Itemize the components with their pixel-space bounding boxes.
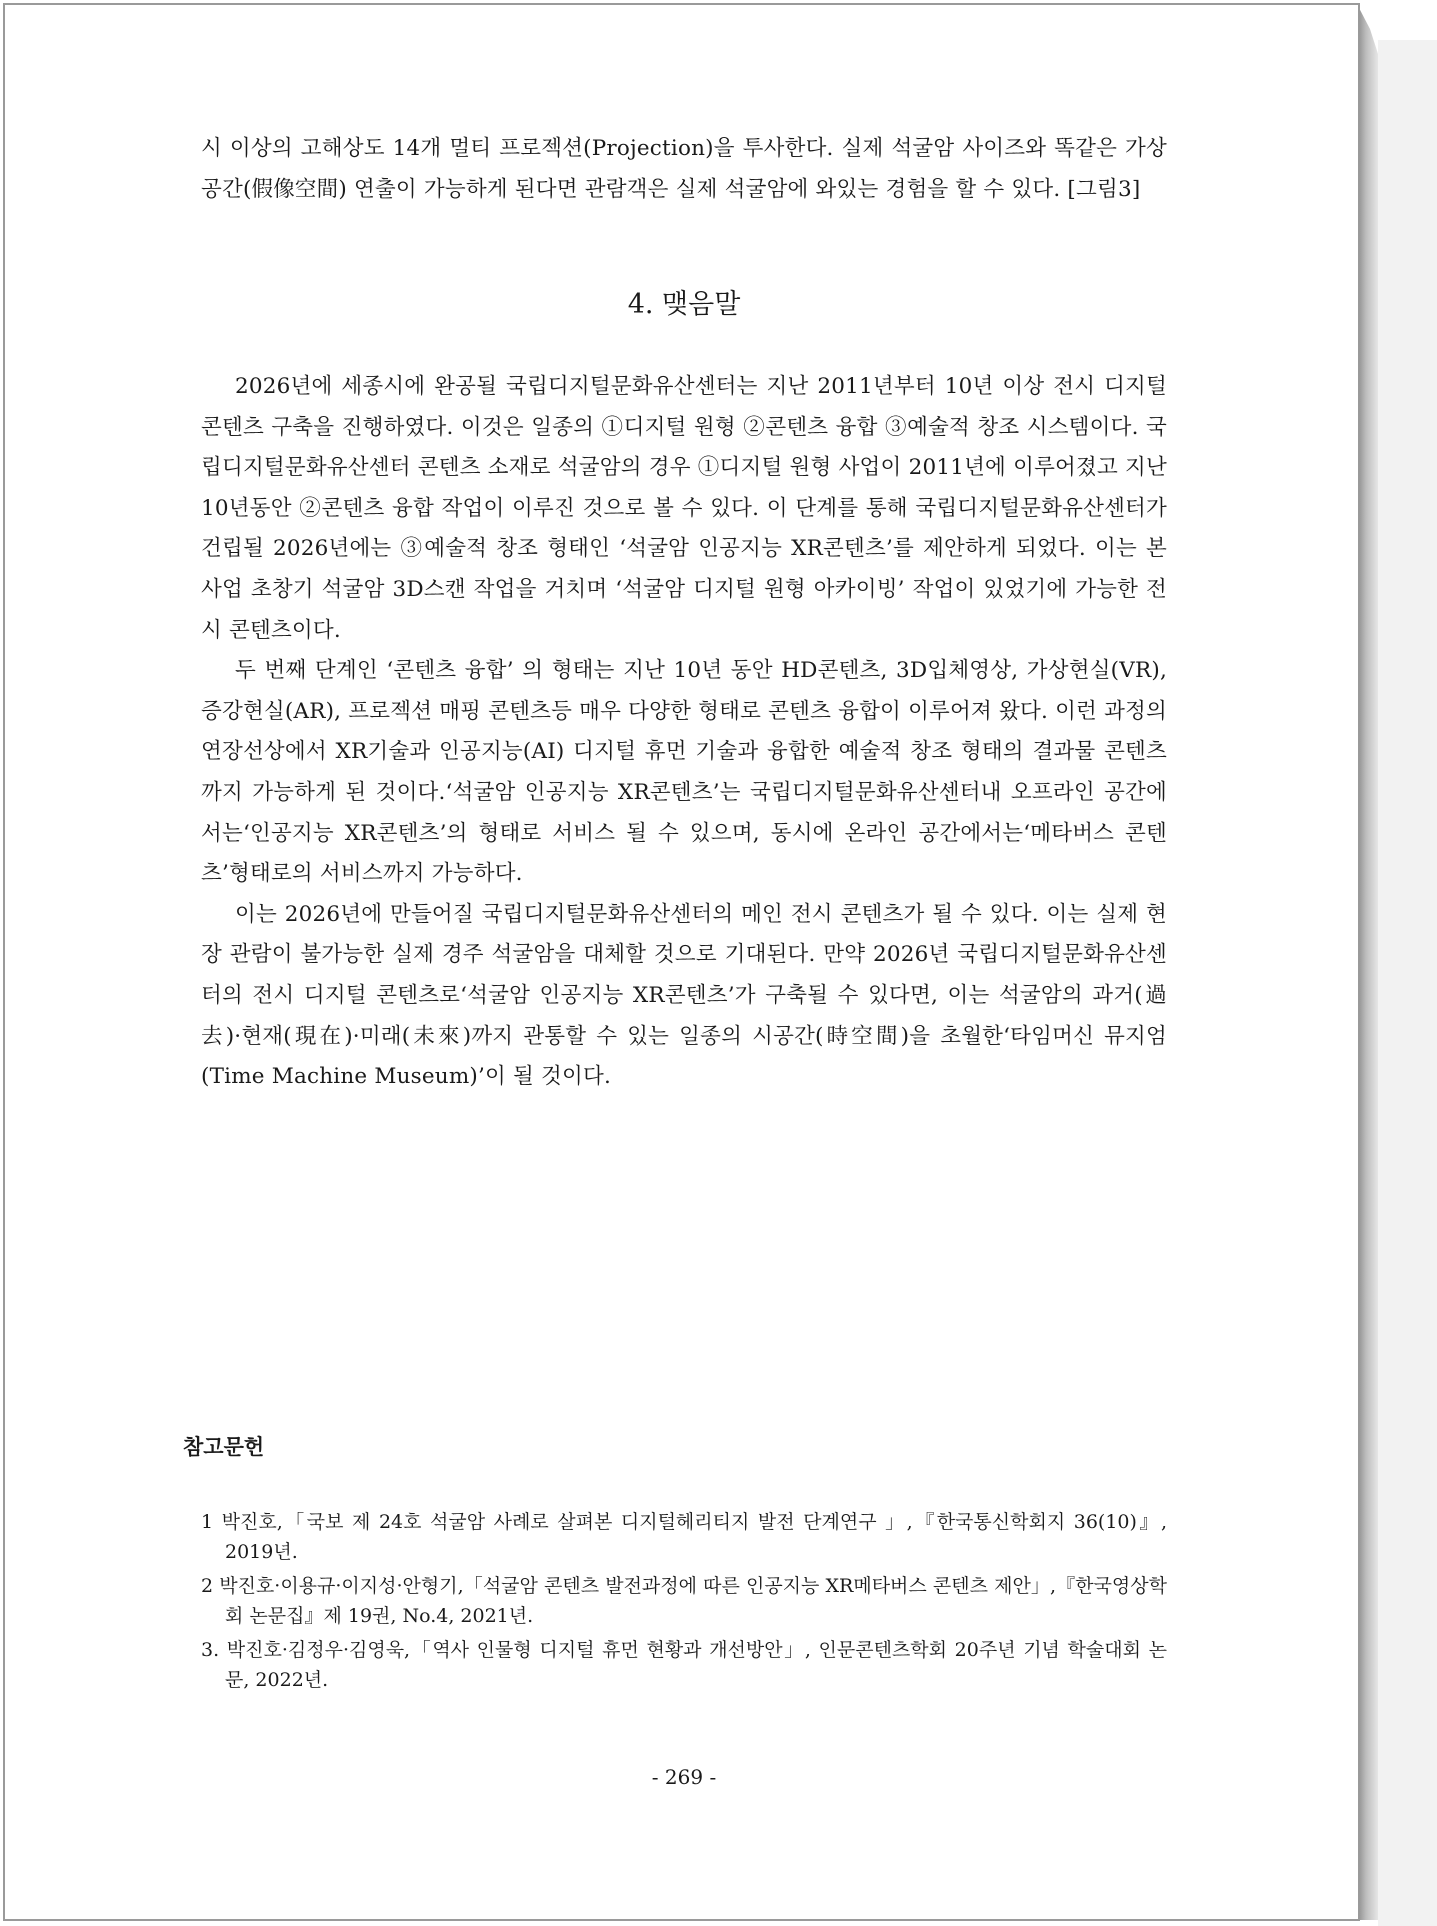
reference-item: 2 박진호·이용규·이지성·안형기,「석굴암 콘텐츠 발전과정에 따른 인공지능 XR메타버스 콘텐츠 제안」,『한국영상학회 논문집』제 19권, No.4, 2021년. — [201, 1575, 1167, 1627]
page-curl-edge — [1358, 6, 1378, 1920]
body-text — [201, 367, 1167, 1098]
references-heading: 참고문헌 — [183, 1435, 265, 1459]
body-paragraph: 2026년에 세종시에 완공될 국립디지털문화유산센터는 지난 2011년부터 10년 이상 전시 디지털콘텐츠 구축을 진행하였다. 이것은 일종의 ①디지털 원형 ②콘텐츠 융합 ③예술적 창조 시스템이다. 국립디지털문화유산센터 콘텐츠 소재로 석굴암의 경우 ①디지털 원형 사업이 2011년에 이루어졌고 지난 10년동안 ②콘텐츠 융합 작업이 이루진 것으로 볼 수 있다. 이 단계를 통해 국립디지털문화유산센터가 건립될 2026년에는 ③예술적 창조 형태인 ‘석굴암 인공지능 XR콘텐츠’를 제안하게 되었다. 이는 본 사업 초창기 석굴암 3D스캔 작업을 거치며 ‘석굴암 디지털 원형 아카이빙’ 작업이 있었기에 가능한 전시 콘텐츠이다. — [201, 374, 1167, 643]
page-number: - 269 - — [651, 1765, 717, 1789]
references-list — [201, 1507, 1167, 1699]
document-page — [3, 3, 1360, 1921]
section-heading: 4. 맺음말 — [627, 289, 741, 320]
background-margin — [1378, 40, 1437, 1926]
reference-item: 1 박진호,「국보 제 24호 석굴암 사례로 살펴본 디지털헤리티지 발전 단계연구 」,『한국통신학회지 36(10)』, 2019년. — [201, 1511, 1167, 1563]
body-paragraph: 두 번째 단계인 ‘콘텐츠 융합’ 의 형태는 지난 10년 동안 HD콘텐츠, 3D입체영상, 가상현실(VR), 증강현실(AR), 프로젝션 매핑 콘텐츠등 매우 다양한 형태로 콘텐츠 융합이 이루어져 왔다. 이런 과정의 연장선상에서 XR기술과 인공지능(AI) 디지털 휴먼 기술과 융합한 예술적 창조 형태의 결과물 콘텐츠까지 가능하게 된 것이다.‘석굴암 인공지능 XR콘텐츠’는 국립디지털문화유산센터내 오프라인 공간에서는‘인공지능 XR콘텐츠’의 형태로 서비스 될 수 있으며, 동시에 온라인 공간에서는‘메타버스 콘텐츠’형태로의 서비스까지 가능하다. — [201, 658, 1167, 887]
body-paragraph: 이는 2026년에 만들어질 국립디지털문화유산센터의 메인 전시 콘텐츠가 될 수 있다. 이는 실제 현장 관람이 불가능한 실제 경주 석굴암을 대체할 것으로 기대된다. 만약 2026년 국립디지털문화유산센터의 전시 디지털 콘텐츠로‘석굴암 인공지능 XR콘텐츠’가 구축될 수 있다면, 이는 석굴암의 과거(過去)·현재(現在)·미래(未來)까지 관통할 수 있는 일종의 시공간(時空間)을 초월한‘타임머신 뮤지엄(Time Machine Museum)’이 될 것이다. — [201, 901, 1167, 1090]
reference-item: 3. 박진호·김정우·김영욱,「역사 인물형 디지털 휴먼 현황과 개선방안」, 인문콘텐츠학회 20주년 기념 학술대회 논문, 2022년. — [201, 1639, 1167, 1691]
intro-paragraph: 시 이상의 고해상도 14개 멀티 프로젝션(Projection)을 투사한다. 실제 석굴암 사이즈와 똑같은 가상공간(假像空間) 연출이 가능하게 된다면 관람객은 실제 석굴암에 와있는 경험을 할 수 있다. [그림3] — [201, 136, 1167, 202]
